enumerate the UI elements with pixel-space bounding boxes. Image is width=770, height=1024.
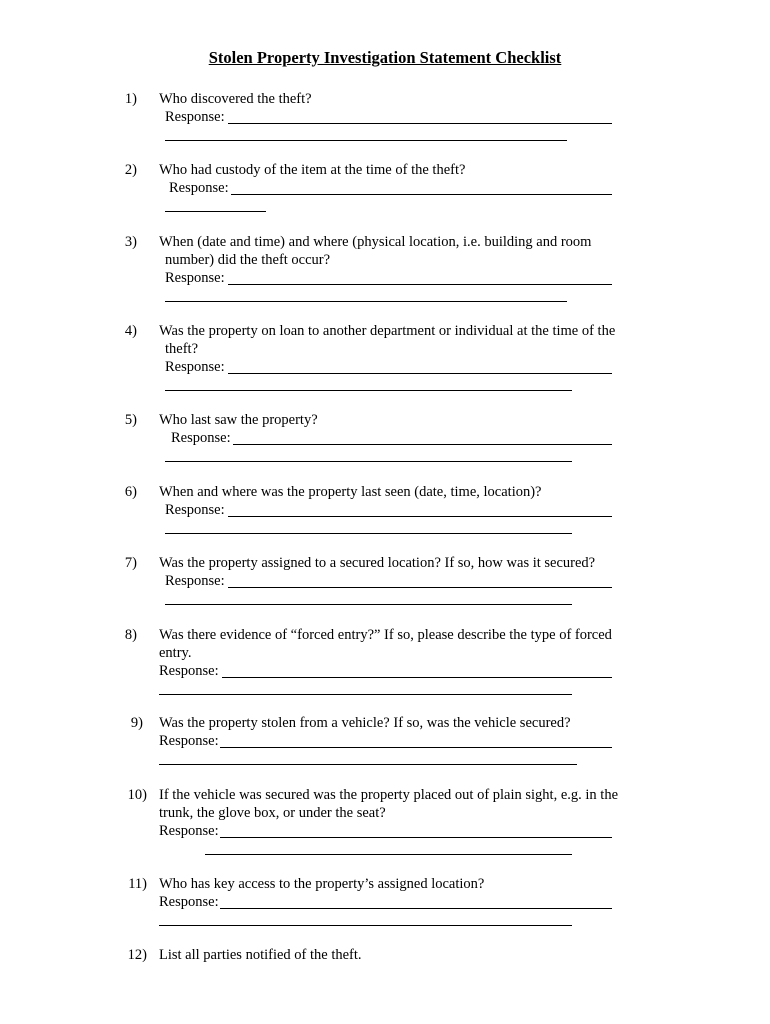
response-line[interactable]	[231, 194, 612, 195]
question-text: Who discovered the theft?	[159, 91, 312, 107]
question-text: Was the property stolen from a vehicle? If so, was the vehicle secured?	[159, 715, 571, 731]
question-text: Who last saw the property?	[159, 412, 318, 428]
question-text: Was the property assigned to a secured location? If so, how was it secured?	[159, 555, 596, 571]
response-line[interactable]	[165, 211, 266, 212]
page-title: Stolen Property Investigation Statement Checklist	[208, 48, 562, 67]
response-line[interactable]	[205, 854, 572, 855]
response-line[interactable]	[165, 604, 572, 605]
response-line[interactable]	[220, 747, 612, 748]
question-text: Was there evidence of “forced entry?” If so, please describe the type of forced	[159, 627, 612, 643]
question-number: 6)	[124, 484, 137, 500]
response-line[interactable]	[159, 694, 572, 695]
question-number: 8)	[124, 627, 137, 643]
response-line[interactable]	[228, 123, 612, 124]
response-label: Response:	[159, 894, 219, 910]
response-label: Response:	[171, 430, 231, 446]
response-line[interactable]	[165, 301, 567, 302]
response-line[interactable]	[220, 908, 612, 909]
response-line[interactable]	[165, 533, 572, 534]
question-number: 5)	[124, 412, 137, 428]
question-text: When and where was the property last seen (date, time, location)?	[159, 484, 542, 500]
response-label: Response:	[165, 270, 225, 286]
response-label: Response:	[165, 502, 225, 518]
question-number: 11)	[128, 876, 147, 892]
question-text-cont: number) did the theft occur?	[165, 252, 331, 268]
response-line[interactable]	[228, 284, 612, 285]
response-line[interactable]	[159, 925, 572, 926]
response-label: Response:	[169, 180, 229, 196]
question-number: 12)	[127, 947, 147, 963]
question-number: 9)	[130, 715, 143, 731]
response-label: Response:	[159, 823, 219, 839]
response-line[interactable]	[165, 461, 572, 462]
response-label: Response:	[159, 663, 219, 679]
question-text-cont: theft?	[165, 341, 199, 357]
question-text-cont: entry.	[159, 645, 192, 661]
question-text: List all parties notified of the theft.	[159, 947, 362, 963]
response-line[interactable]	[159, 764, 577, 765]
response-line[interactable]	[228, 516, 612, 517]
response-line[interactable]	[220, 837, 612, 838]
response-line[interactable]	[233, 444, 612, 445]
question-number: 1)	[124, 91, 137, 107]
question-text: Was the property on loan to another department or individual at the time of the	[159, 323, 616, 339]
response-label: Response:	[159, 733, 219, 749]
question-text-cont: trunk, the glove box, or under the seat?	[159, 805, 386, 821]
response-label: Response:	[165, 359, 225, 375]
response-line[interactable]	[228, 373, 612, 374]
response-line[interactable]	[165, 140, 567, 141]
response-label: Response:	[165, 109, 225, 125]
response-line[interactable]	[228, 587, 612, 588]
question-number: 2)	[124, 162, 137, 178]
response-line[interactable]	[222, 677, 612, 678]
question-text: When (date and time) and where (physical location, i.e. building and room	[159, 234, 592, 250]
question-number: 4)	[124, 323, 137, 339]
question-number: 7)	[124, 555, 137, 571]
response-label: Response:	[165, 573, 225, 589]
question-number: 10)	[127, 787, 147, 803]
response-line[interactable]	[165, 390, 572, 391]
question-text: Who has key access to the property’s assigned location?	[159, 876, 485, 892]
question-text: If the vehicle was secured was the property placed out of plain sight, e.g. in the	[159, 787, 619, 803]
question-number: 3)	[124, 234, 137, 250]
question-text: Who had custody of the item at the time of the theft?	[159, 162, 466, 178]
